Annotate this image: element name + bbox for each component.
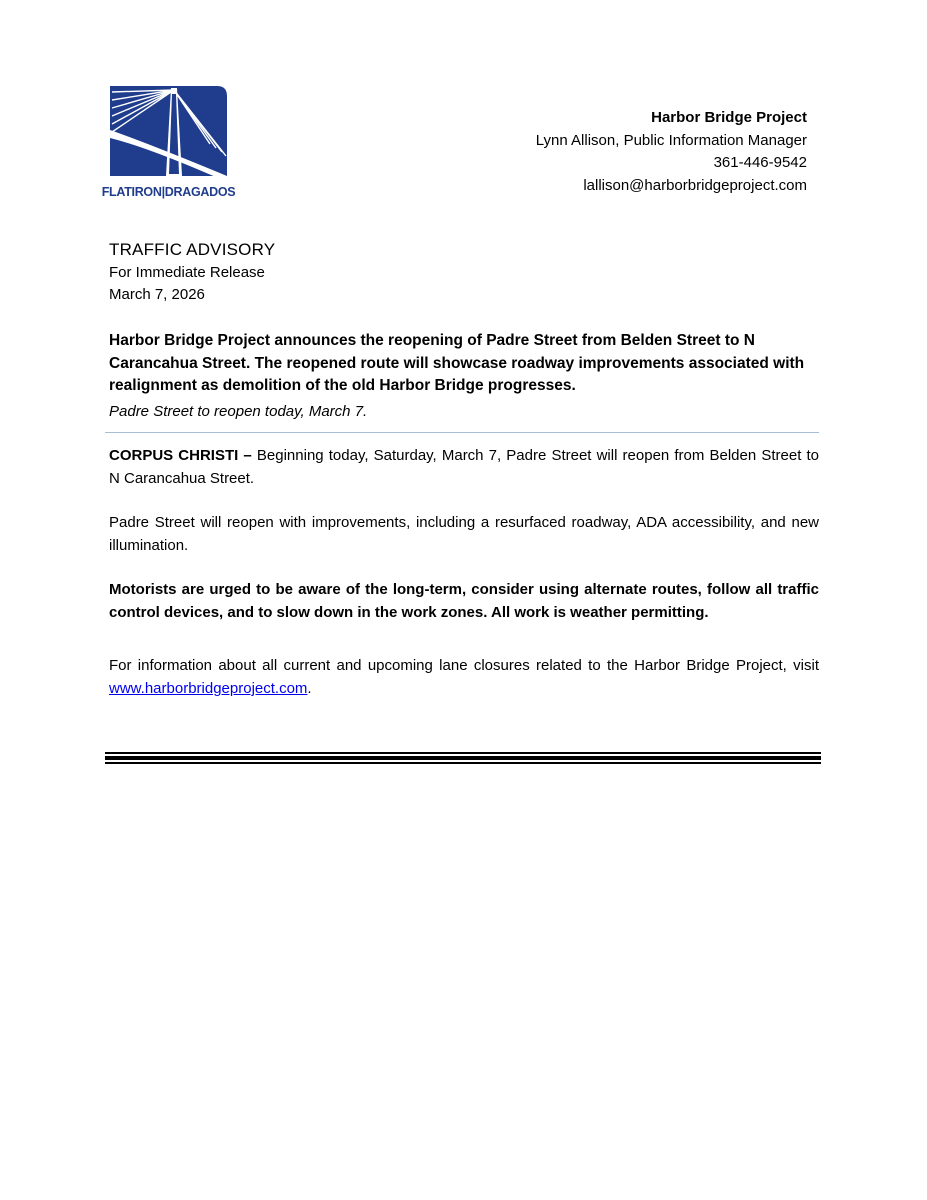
paragraph-4-end: . — [307, 680, 312, 697]
paragraph-2: Padre Street will reopen with improvements, including a resurfaced roadway, ADA accessibility, and new illumination. — [109, 514, 819, 554]
headline: Harbor Bridge Project announces the reopening of Padre Street from Belden Street to N Carancahua Street. The reopened route will showcase roadway improvements associated with realignment as demolition of the old Harbor Bridge progresses. — [109, 332, 805, 394]
bridge-logo-icon — [101, 86, 236, 200]
release-line: For Immediate Release — [109, 264, 265, 281]
advisory-header — [109, 238, 275, 306]
release-date: March 7, 2026 — [109, 286, 205, 303]
paragraph-3: Motorists are urged to be aware of the long-term, consider using alternate routes, follow all traffic control devices, and to slow down in the work zones. All work is weather permitting. — [109, 581, 819, 621]
paragraph-1 — [109, 444, 819, 490]
contact-name-title: Lynn Allison, Public Information Manager — [535, 131, 807, 149]
advisory-title: TRAFFIC ADVISORY — [109, 240, 276, 259]
website-link[interactable]: www.harborbridgeproject.com — [109, 680, 308, 697]
subhead: Padre Street to reopen today, March 7. — [109, 403, 368, 420]
closing-rule — [105, 752, 821, 764]
divider-line — [105, 432, 819, 433]
logo-wordmark: FLATIRON|DRAGADOS — [101, 185, 236, 199]
contact-organization: Harbor Bridge Project — [651, 109, 807, 126]
contact-email: lallison@harborbridgeproject.com — [583, 176, 807, 194]
contact-phone: 361-446-9542 — [713, 154, 807, 171]
paragraph-4-text: For information about all current and upcoming lane closures related to the Harbor Bridge Project, visit — [109, 657, 819, 674]
contact-block — [536, 107, 807, 197]
paragraph-4 — [109, 654, 819, 700]
dateline: CORPUS CHRISTI – — [109, 447, 252, 464]
paragraph-1-text: Beginning today, Saturday, March 7, Padre Street will reopen from Belden Street to N Carancahua Street. — [109, 447, 819, 487]
flatiron-dragados-logo — [101, 86, 236, 200]
